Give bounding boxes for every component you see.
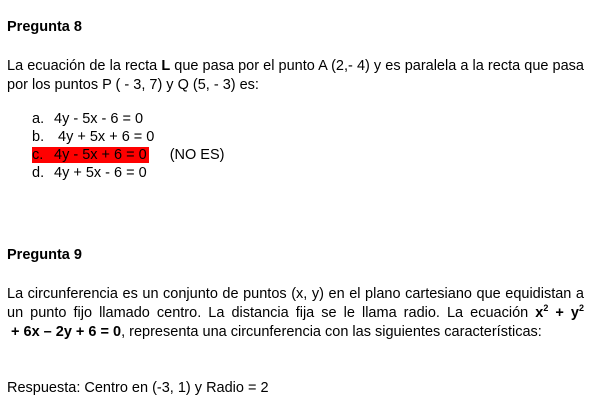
- question-9-statement: [7, 285, 584, 342]
- question-8-title: Pregunta 8: [7, 19, 82, 35]
- option-expression: 4y + 5x + 6 = 0: [54, 129, 155, 145]
- option-d: [32, 164, 224, 182]
- eq-exponent: 2: [578, 303, 584, 313]
- option-expression: 4y + 5x - 6 = 0: [54, 165, 147, 181]
- statement-text-outro: , representa una circunferencia con las siguientes características:: [121, 324, 542, 340]
- option-note: (NO ES): [169, 147, 225, 163]
- answer-options-list: [32, 110, 224, 182]
- eq-plus: +: [548, 305, 571, 321]
- option-letter: c.: [32, 147, 44, 163]
- option-expression: 4y - 5x + 6 = 0: [54, 147, 147, 163]
- question-8-statement: [7, 57, 584, 95]
- option-highlight-marker: [32, 147, 149, 163]
- option-letter: a.: [32, 111, 45, 127]
- eq-y: y: [570, 305, 579, 321]
- statement-text-before: La ecuación de la recta: [7, 58, 162, 74]
- question-9-answer: Respuesta: Centro en (-3, 1) y Radio = 2: [7, 380, 269, 396]
- option-b: [32, 128, 224, 146]
- option-expression: 4y - 5x - 6 = 0: [54, 111, 144, 127]
- option-letter: b.: [32, 129, 45, 145]
- eq-x: x: [535, 305, 544, 321]
- statement-text-intro: La circunferencia es un conjunto de puntos (x, y) en el plano cartesiano que equidistan a un punto fijo llamado centro. La distancia fija se le llama radio. La ecuación: [7, 286, 584, 321]
- option-letter: d.: [32, 165, 45, 181]
- eq-rest: + 6x – 2y + 6 = 0: [7, 324, 122, 340]
- question-9-title: Pregunta 9: [7, 247, 82, 263]
- option-a: [32, 110, 224, 128]
- statement-text-after: que pasa por el punto A (2,- 4) y es paralela a la recta que pasa por los puntos P ( - 3, 7) y Q (5, - 3) es:: [7, 58, 584, 93]
- option-c: [32, 146, 224, 164]
- line-name-bold: L: [161, 58, 171, 74]
- eq-exponent: 2: [543, 303, 549, 313]
